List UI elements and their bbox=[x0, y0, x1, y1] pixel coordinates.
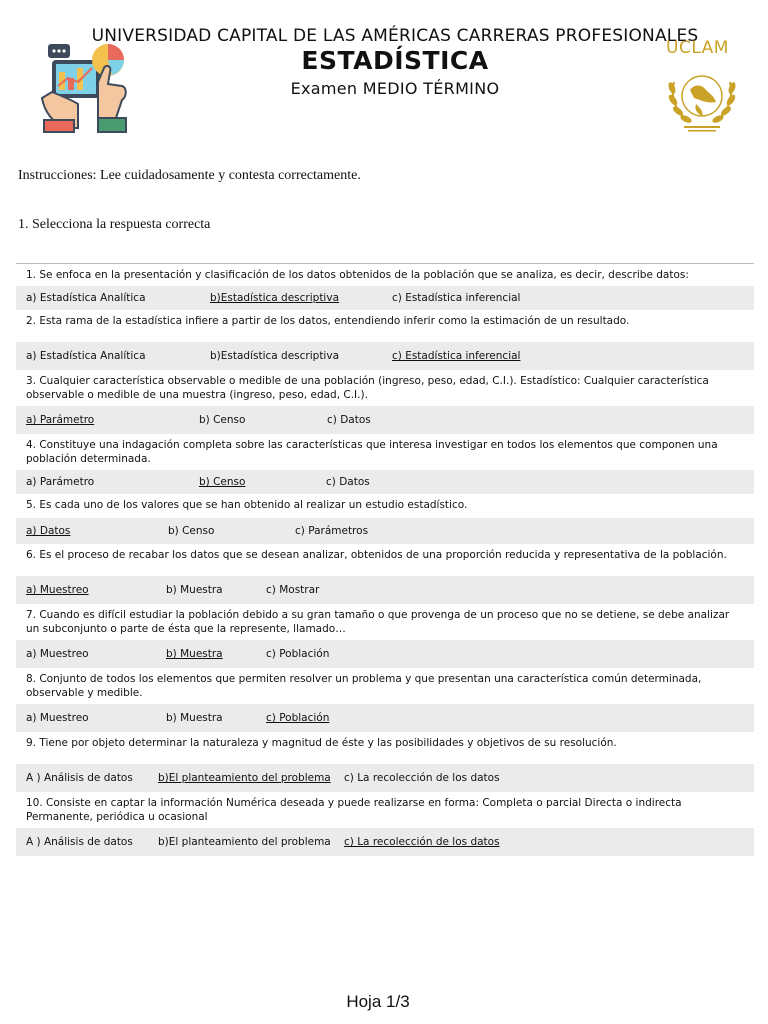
option-c: c) Datos bbox=[326, 476, 370, 488]
question-text: 6. Es el proceso de recabar los datos que se desean analizar, obtenidos de una proporción reducida y representativa de la población. bbox=[26, 549, 727, 561]
question-text: 10. Consiste en captar la información Numérica deseada y puede realizarse en forma: Completa o parcial Directa o indirecta Permanente, periódica u ocasional bbox=[26, 797, 682, 823]
option-c: c) Datos bbox=[327, 414, 371, 426]
question-text: 4. Constituye una indagación completa sobre las características que interesa investigar en todos los elementos que componen una población determinada. bbox=[26, 439, 718, 465]
answer-options-row bbox=[16, 764, 754, 792]
answer-options-row bbox=[16, 576, 754, 604]
answer-options-row bbox=[16, 342, 754, 370]
option-a: a) Parámetro bbox=[26, 476, 95, 488]
question-text: 7. Cuando es difícil estudiar la población debido a su gran tamaño o que provenga de un proceso que no se detiene, se debe analizar un subconjunto o parte de ésta que la represente, llamado… bbox=[26, 609, 730, 635]
question-text: 9. Tiene por objeto determinar la naturaleza y magnitud de éste y las posibilidades y objetivos de su resolución. bbox=[26, 737, 617, 749]
instructions-text: Instrucciones: Lee cuidadosamente y contesta correctamente. bbox=[18, 168, 361, 183]
exam-title: Examen MEDIO TÉRMINO bbox=[290, 79, 500, 98]
subject-title: ESTADÍSTICA bbox=[301, 46, 489, 75]
option-b: b)Estadística descriptiva bbox=[210, 350, 339, 362]
option-b: b) Censo bbox=[168, 525, 215, 537]
section-heading: 1. Selecciona la respuesta correcta bbox=[18, 217, 211, 232]
option-c: c) Mostrar bbox=[266, 584, 320, 596]
option-b: b) Muestra bbox=[166, 584, 223, 596]
answer-options-row bbox=[16, 640, 754, 668]
answer-options-row bbox=[16, 518, 754, 544]
answer-options-row bbox=[16, 406, 754, 434]
answer-options-row bbox=[16, 828, 754, 856]
question-text: 8. Conjunto de todos los elementos que permiten resolver un problema y que presentan una característica común determinada, observable y medible. bbox=[26, 673, 702, 699]
option-a-selected: a) Muestreo bbox=[26, 584, 89, 596]
answer-options-row bbox=[16, 286, 754, 310]
option-b-selected: b) Muestra bbox=[166, 648, 223, 660]
uclam-wordmark: UCLAM bbox=[666, 38, 729, 58]
answer-options-row bbox=[16, 704, 754, 732]
option-a: a) Estadística Analítica bbox=[26, 350, 146, 362]
option-c-selected: c) Población bbox=[266, 712, 330, 724]
option-c-selected: c) Estadística inferencial bbox=[392, 350, 521, 362]
question-text: 1. Se enfoca en la presentación y clasificación de los datos obtenidos de la población que se analiza, es decir, describe datos: bbox=[26, 269, 689, 281]
option-a-selected: a) Parámetro bbox=[26, 414, 95, 426]
answer-options-row bbox=[16, 470, 754, 494]
option-a: a) Estadística Analítica bbox=[26, 292, 146, 304]
option-a: a) Muestreo bbox=[26, 648, 89, 660]
option-c: c) Población bbox=[266, 648, 330, 660]
question-text: 2. Esta rama de la estadística infiere a partir de los datos, entendiendo inferir como la estimación de un resultado. bbox=[26, 315, 630, 327]
option-a: A ) Análisis de datos bbox=[26, 772, 133, 784]
option-b: b) Censo bbox=[199, 414, 246, 426]
question-text: 5. Es cada uno de los valores que se han obtenido al realizar un estudio estadístico. bbox=[26, 499, 468, 511]
option-b-selected: b)Estadística descriptiva bbox=[210, 292, 339, 304]
option-a-selected: a) Datos bbox=[26, 525, 71, 537]
option-c-selected: c) La recolección de los datos bbox=[344, 836, 500, 848]
option-b: b) Muestra bbox=[166, 712, 223, 724]
questions-table bbox=[16, 263, 754, 856]
option-c: c) La recolección de los datos bbox=[344, 772, 500, 784]
option-a: A ) Análisis de datos bbox=[26, 836, 133, 848]
university-name: UNIVERSIDAD CAPITAL DE LAS AMÉRICAS CARRERAS PROFESIONALES bbox=[91, 26, 699, 46]
page-number: Hoja 1/3 bbox=[346, 992, 410, 1011]
option-b-selected: b)El planteamiento del problema bbox=[158, 772, 331, 784]
question-text: 3. Cualquier característica observable o medible de una población (ingreso, peso, edad, C.I.). Estadístico: Cualquier característica observable o medible de una muestra (ingreso, peso, edad, C.I.). bbox=[26, 375, 709, 401]
option-c: c) Estadística inferencial bbox=[392, 292, 521, 304]
option-b-selected: b) Censo bbox=[199, 476, 246, 488]
option-a: a) Muestreo bbox=[26, 712, 89, 724]
document-header bbox=[0, 0, 768, 140]
option-c: c) Parámetros bbox=[295, 525, 369, 537]
option-b: b)El planteamiento del problema bbox=[158, 836, 331, 848]
